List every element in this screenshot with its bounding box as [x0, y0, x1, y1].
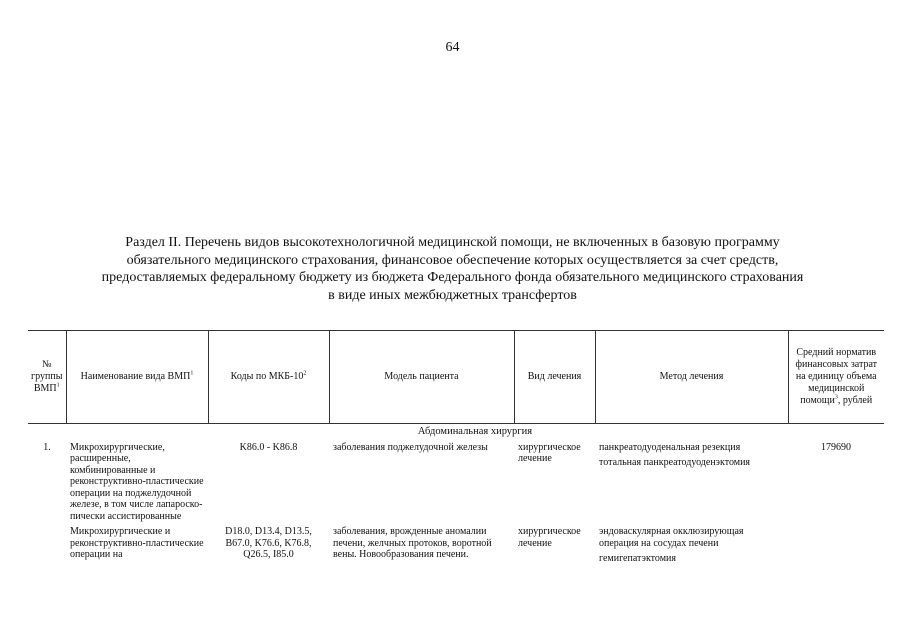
section-row: [28, 424, 884, 440]
header-vmp-name: Наименование вида ВМП$^1$: [66, 331, 208, 424]
method-item: гемигепатэктомия: [599, 553, 676, 564]
row-treatment-type: хирургическое лечение: [518, 441, 581, 464]
method-item: эндоваскулярная окклюзирующая операция на сосудах печени: [599, 526, 744, 549]
row-treatment-method: [595, 524, 788, 571]
method-item: тотальная панкреатодуоденэктомия: [599, 457, 751, 468]
title-line-2: обязательного медицинского страхования, финансовое обеспечение которых осуществляется за счет средств,: [126, 252, 779, 268]
header-cost-norm: Средний норматив финансовых затрат на единицу объема медицинской помощи$^3$, рублей: [788, 331, 884, 424]
title-line-3: предоставляемых федеральному бюджету из бюджета Федерального фонда обязательного медицинского страхования: [101, 270, 804, 285]
row-treatment-type: хирургическое лечение: [518, 526, 581, 549]
header-treatment-type: Вид лечения: [514, 331, 595, 424]
section-heading: Абдоминальная хирургия: [417, 426, 533, 437]
row-icd-codes: K86.0 - K86.8: [239, 441, 298, 453]
row-icd-codes: D18.0, D13.4, D13.5, B67.0, K76.6, K76.8, Q26.5, I85.0: [225, 526, 312, 560]
table-row: [28, 524, 884, 571]
row-patient-model: заболевания поджелудочной железы: [333, 441, 488, 453]
method-item: панкреатодуоденальная резекция: [599, 441, 741, 453]
header-patient-model: Модель пациента: [329, 331, 514, 424]
header-group-number: № группы ВМП$^1$: [28, 331, 66, 424]
vmp-table: [28, 330, 884, 571]
header-icd-codes: Коды по МКБ-$10^2$: [208, 331, 329, 424]
row-treatment-method: [595, 440, 788, 525]
row-number: [28, 524, 66, 571]
row-vmp-name: Микрохирургические и реконструктивно-пластические операции на: [70, 526, 204, 560]
table-row: [28, 440, 884, 525]
row-cost: 179690: [821, 441, 851, 453]
header-treatment-method: Метод лечения: [595, 331, 788, 424]
row-vmp-name: Микрохирургические, расширенные, комбинированные и реконструктивно-пластические операции на поджелудочной железе, в том числе лапароско-пически ассистированные: [70, 441, 204, 522]
title-line-1: Раздел II. Перечень видов высокотехнологичной медицинской помощи, не включенных в базовую программу: [125, 235, 780, 250]
title-line-4: в виде иных межбюджетных трансфертов: [328, 287, 577, 303]
section-title: [40, 234, 865, 304]
row-patient-model: заболевания, врожденные аномалии печени, желчных протоков, воротной вены. Новообразования печени.: [333, 526, 492, 560]
page-number: 64: [445, 40, 460, 55]
row-number: 1.: [43, 441, 51, 453]
row-cost: [788, 524, 884, 571]
table-header-row: [28, 331, 884, 424]
